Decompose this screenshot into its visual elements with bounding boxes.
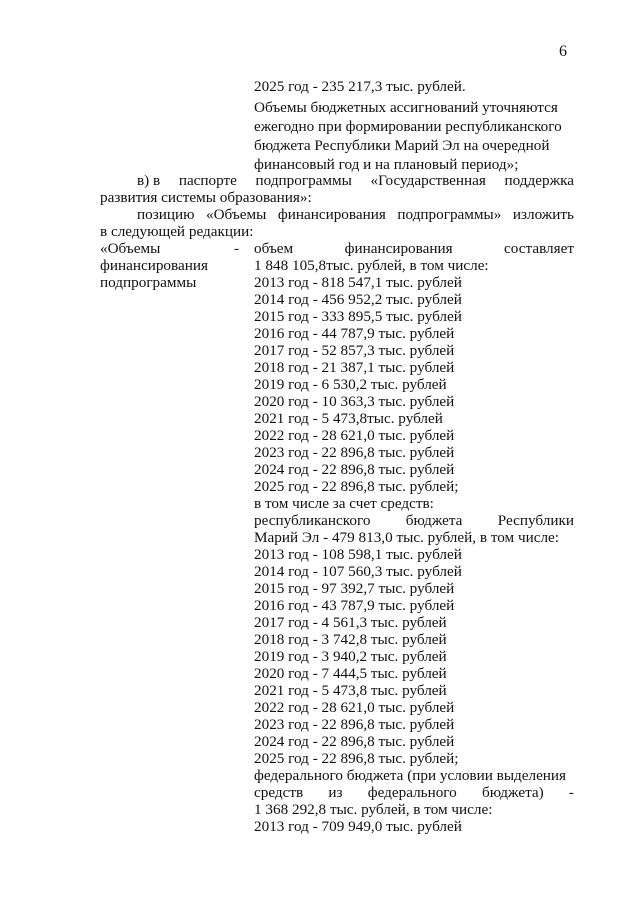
total-line2: 1 848 105,8тыс. рублей, в том числе:	[254, 257, 489, 274]
word: в) в	[137, 172, 161, 189]
total-year: 2019 год - 6 530,2 тыс. рублей	[254, 376, 447, 393]
total-year: 2021 год - 5 473,8тыс. рублей	[254, 410, 443, 427]
section-v-line2: развития системы образования»:	[100, 189, 312, 206]
total-line1	[254, 240, 574, 257]
word: поддержка	[504, 172, 574, 189]
word: бюджета)	[482, 784, 544, 801]
republic-year: 2025 год - 22 896,8 тыс. рублей;	[254, 750, 459, 767]
total-year: 2025 год - 22 896,8 тыс. рублей;	[254, 478, 459, 495]
word: объем	[254, 240, 294, 257]
republic-year: 2017 год - 4 561,3 тыс. рублей	[254, 614, 447, 631]
intro-line: Объемы бюджетных ассигнований уточняются	[254, 99, 558, 116]
republic-year: 2016 год - 43 787,9 тыс. рублей	[254, 597, 455, 614]
section-v-line4: в следующей редакции:	[100, 223, 254, 240]
total-year: 2018 год - 21 387,1 тыс. рублей	[254, 359, 455, 376]
total-year: 2015 год - 333 895,5 тыс. рублей	[254, 308, 462, 325]
federal-line1: федерального бюджета (при условии выделения	[254, 767, 567, 784]
total-year: 2013 год - 818 547,1 тыс. рублей	[254, 274, 462, 291]
total-year: 2020 год - 10 363,3 тыс. рублей	[254, 393, 455, 410]
intro-line: ежегодно при формировании республиканского	[254, 118, 562, 135]
section-v-line1	[137, 172, 574, 189]
word: «Объемы	[206, 206, 267, 223]
word: -	[568, 784, 574, 801]
intro-line: финансовый год и на плановый период»;	[254, 156, 519, 173]
word: Республики	[497, 512, 574, 529]
total-year: 2017 год - 52 857,3 тыс. рублей	[254, 342, 455, 359]
label-dash: -	[234, 240, 240, 257]
republic-year: 2015 год - 97 392,7 тыс. рублей	[254, 580, 455, 597]
sources-line: в том числе за счет средств:	[254, 495, 434, 512]
republic-line1	[254, 512, 574, 529]
word: средств	[254, 784, 304, 801]
page-number: 6	[559, 43, 567, 60]
word: бюджета	[405, 512, 463, 529]
word: республиканского	[254, 512, 371, 529]
republic-year: 2021 год - 5 473,8 тыс. рублей	[254, 682, 447, 699]
word: паспорте	[178, 172, 237, 189]
total-year: 2014 год - 456 952,2 тыс. рублей	[254, 291, 462, 308]
word: финансирования	[344, 240, 453, 257]
left-label-line: финансирования	[100, 257, 208, 274]
intro-line: 2025 год - 235 217,3 тыс. рублей.	[254, 78, 466, 95]
left-label-line: подпрограммы	[100, 274, 197, 291]
republic-year: 2020 год - 7 444,5 тыс. рублей	[254, 665, 447, 682]
word: составляет	[504, 240, 574, 257]
intro-line: бюджета Республики Марий Эл на очередной	[254, 137, 550, 154]
republic-year: 2024 год - 22 896,8 тыс. рублей	[254, 733, 455, 750]
word: из	[328, 784, 343, 801]
word: финансирования	[277, 206, 386, 223]
left-label-line: «Объемы	[100, 240, 161, 257]
republic-year: 2023 год - 22 896,8 тыс. рублей	[254, 716, 455, 733]
republic-line2: Марий Эл - 479 813,0 тыс. рублей, в том числе:	[254, 529, 560, 546]
total-year: 2022 год - 28 621,0 тыс. рублей	[254, 427, 455, 444]
republic-year: 2019 год - 3 940,2 тыс. рублей	[254, 648, 447, 665]
republic-year: 2013 год - 108 598,1 тыс. рублей	[254, 546, 462, 563]
republic-year: 2018 год - 3 742,8 тыс. рублей	[254, 631, 447, 648]
word: подпрограммы	[255, 172, 352, 189]
federal-year: 2013 год - 709 949,0 тыс. рублей	[254, 818, 462, 835]
word: подпрограммы»	[397, 206, 502, 223]
section-v-line3	[137, 206, 574, 223]
word: позицию	[137, 206, 195, 223]
word: федерального	[367, 784, 457, 801]
republic-year: 2022 год - 28 621,0 тыс. рублей	[254, 699, 455, 716]
word: изложить	[512, 206, 574, 223]
federal-line2	[254, 784, 574, 801]
total-year: 2016 год - 44 787,9 тыс. рублей	[254, 325, 455, 342]
total-year: 2024 год - 22 896,8 тыс. рублей	[254, 461, 455, 478]
federal-line3: 1 368 292,8 тыс. рублей, в том числе:	[254, 801, 493, 818]
word: «Государственная	[370, 172, 486, 189]
total-year: 2023 год - 22 896,8 тыс. рублей	[254, 444, 455, 461]
republic-year: 2014 год - 107 560,3 тыс. рублей	[254, 563, 462, 580]
